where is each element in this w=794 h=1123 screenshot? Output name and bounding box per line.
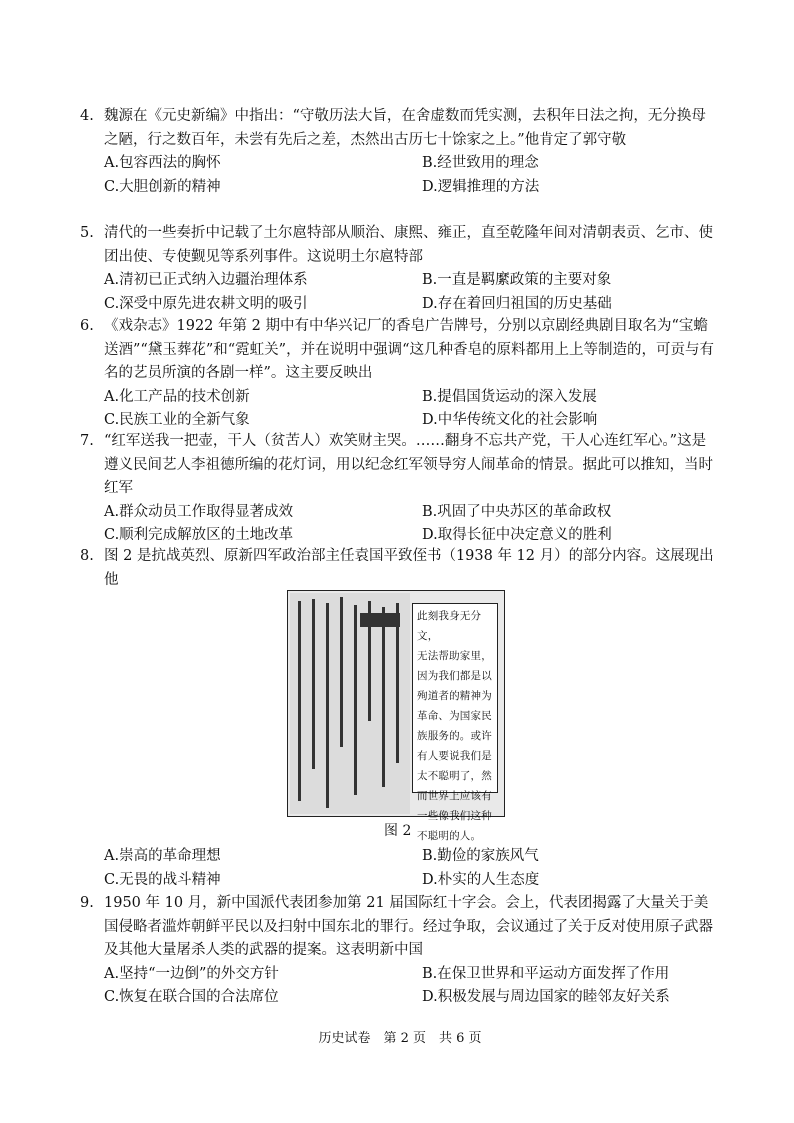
option-a[interactable]: A.包容西法的胸怀 (104, 155, 221, 171)
page-footer: 历史试卷 第 2 页 共 6 页 (318, 1031, 482, 1046)
option-c[interactable]: C.无畏的战斗精神 (104, 871, 221, 888)
question-6 (80, 315, 714, 433)
options (104, 963, 714, 1010)
option-d[interactable]: D.积极发展与周边国家的睦邻友好关系 (422, 989, 670, 1005)
transcript-line: 因为我们都是以 (417, 670, 492, 682)
transcript-line: 而世界上应该有 (417, 790, 492, 802)
options (104, 845, 714, 892)
transcript-line: 族服务的。或许 (417, 730, 492, 742)
question-5 (80, 222, 714, 316)
option-c[interactable]: C.恢复在联合国的合法席位 (104, 989, 279, 1005)
transcript-line: 太不聪明了，然 (417, 770, 492, 782)
question-number: 5. (80, 225, 94, 241)
options (104, 269, 714, 316)
question-number: 4. (80, 108, 94, 124)
question-number: 8. (80, 548, 94, 564)
question-stem: 清代的一些奏折中记载了土尔扈特部从顺治、康熙、雍正，直至乾隆年间对清朝表贡、乞市、使团出使、专使觐见等系列事件。这说明土尔扈特部 (104, 225, 713, 265)
transcript-line: 革命、为国家民 (417, 710, 492, 722)
question-stem: 魏源在《元史新编》中指出：“守敬历法大旨，在舍虚数而凭实测，去积年日法之拘，无分换母之陋，行之数百年，未尝有先后之差，杰然出古历七十馀家之上。”他肯定了郭守敬 (104, 108, 706, 148)
question-number: 7. (80, 433, 94, 449)
question-4 (80, 105, 714, 199)
option-b[interactable]: B.提倡国货运动的深入发展 (422, 388, 597, 405)
question-stem: 《戏杂志》1922 年第 2 期中有中华兴记厂的香皂广告牌号，分别以京剧经典剧目取名为“宝蟾送酒”“黛玉葬花”和“霓虹关”，并在说明中强调“这几种香皂的原料都用上上等制造的，可贡与有名的艺员所演的各剧一样”。这主要反映出 (104, 318, 714, 381)
options (104, 152, 714, 199)
question-stem: 1950 年 10 月，新中国派代表团参加第 21 届国际红十字会。会上，代表团揭露了大量关于美国侵略者滥炸朝鲜平民以及扫射中国东北的罪行。经过争取，会议通过了关于反对使用原子武器及其他大量屠杀人类的武器的提案。这表明新中国 (104, 895, 713, 958)
question-stem: “红军送我一把壶，干人（贫苦人）欢笑财主哭。……翻身不忘共产党，干人心连红军心。”这是遵义民间艺人李祖德所编的花灯词，用以纪念红军领导穷人闹革命的情景。据此可以推知，当时红军 (104, 433, 713, 496)
option-c[interactable]: C.民族工业的全新气象 (104, 412, 250, 428)
option-b[interactable]: B.勤俭的家族风气 (422, 848, 539, 864)
question-stem: 图 2 是抗战英烈、原新四军政治部主任袁国平致侄书（1938 年 12 月）的部分内容。这展现出他 (104, 548, 714, 588)
option-a[interactable]: A.清初已正式纳入边疆治理体系 (104, 272, 308, 288)
option-d[interactable]: D.逻辑推理的方法 (422, 178, 540, 195)
question-8-options (104, 845, 714, 892)
option-b[interactable]: B.在保卫世界和平运动方面发挥了作用 (422, 965, 670, 982)
options (104, 386, 714, 433)
option-a[interactable]: A.坚持“一边倒”的外交方针 (104, 965, 279, 982)
question-number: 9. (80, 895, 94, 911)
option-b[interactable]: B.巩固了中央苏区的革命政权 (422, 503, 612, 520)
question-number: 6. (80, 318, 94, 334)
letter-transcript (412, 603, 498, 842)
transcript-line: 一些像我们这种 (417, 810, 492, 822)
option-d[interactable]: D.朴实的人生态度 (422, 871, 540, 888)
transcript-line: 有人要说我们是 (417, 750, 492, 762)
option-a[interactable]: A.化工产品的技术创新 (104, 388, 250, 405)
question-7 (80, 430, 714, 548)
option-c[interactable]: C.顺利完成解放区的土地改革 (104, 527, 294, 543)
options (104, 501, 714, 548)
option-d[interactable]: D.取得长征中决定意义的胜利 (422, 527, 612, 543)
option-b[interactable]: B.经世致用的理念 (422, 155, 539, 171)
figure-caption: 图 2 (384, 823, 412, 839)
option-c[interactable]: C.深受中原先进农耕文明的吸引 (104, 295, 308, 312)
transcript-line: 无法帮助家里， (417, 650, 492, 662)
option-a[interactable]: A.崇高的革命理想 (104, 848, 221, 864)
transcript-line: 不聪明的人。 (417, 830, 482, 842)
transcript-line: 此刻我身无分文， (417, 610, 482, 642)
option-c[interactable]: C.大胆创新的精神 (104, 178, 221, 195)
question-9 (80, 892, 714, 1010)
option-b[interactable]: B.一直是羁縻政策的主要对象 (422, 272, 612, 288)
option-a[interactable]: A.群众动员工作取得显著成效 (104, 503, 294, 520)
option-d[interactable]: D.存在着回归祖国的历史基础 (422, 295, 612, 312)
option-d[interactable]: D.中华传统文化的社会影响 (422, 412, 598, 428)
handwritten-letter-image (290, 593, 410, 814)
question-8 (80, 545, 714, 592)
transcript-line: 殉道者的精神为 (417, 690, 492, 702)
